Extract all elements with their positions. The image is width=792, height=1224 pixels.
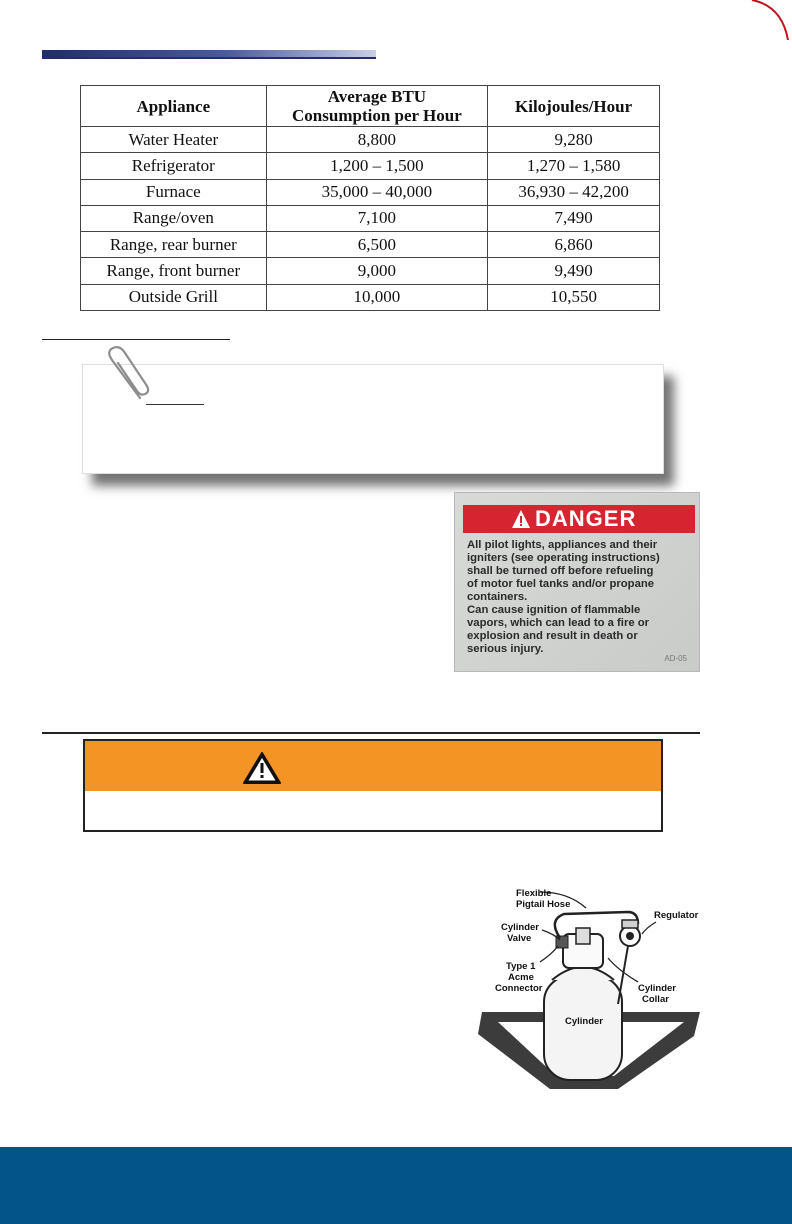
note-callout-box xyxy=(82,364,664,474)
cell-btu: 10,000 xyxy=(266,284,488,310)
danger-line: shall be turned off before refueling xyxy=(467,565,654,577)
header-appliance: Appliance xyxy=(81,86,267,127)
label-regulator: Regulator xyxy=(654,910,699,921)
section-rule xyxy=(42,339,230,340)
cell-appliance: Range, rear burner xyxy=(81,232,267,258)
cell-appliance: Furnace xyxy=(81,179,267,205)
danger-line: of motor fuel tanks and/or propane xyxy=(467,578,655,590)
cell-kj: 36,930 – 42,200 xyxy=(488,179,660,205)
label-valve: Valve xyxy=(507,933,532,944)
section-rule xyxy=(42,732,700,734)
danger-message xyxy=(467,539,697,656)
cell-kj: 9,490 xyxy=(488,258,660,284)
danger-line: explosion and result in death or xyxy=(467,630,638,642)
cell-btu: 8,800 xyxy=(266,127,488,153)
label-pigtail-hose: Pigtail Hose xyxy=(516,899,571,910)
label-connector: Connector xyxy=(495,983,543,994)
danger-line: All pilot lights, appliances and their xyxy=(467,539,658,551)
table-row xyxy=(81,153,660,179)
cell-appliance: Range/oven xyxy=(81,205,267,231)
cell-kj: 9,280 xyxy=(488,127,660,153)
table-row xyxy=(81,205,660,231)
propane-cylinder-diagram xyxy=(468,884,704,1090)
danger-line: containers. xyxy=(467,591,528,603)
cell-kj: 7,490 xyxy=(488,205,660,231)
cell-kj: 6,860 xyxy=(488,232,660,258)
danger-decal xyxy=(454,492,700,672)
table-row xyxy=(81,127,660,153)
warning-callout xyxy=(83,739,663,832)
paperclip-icon xyxy=(100,346,150,406)
danger-line: Can cause ignition of flammable xyxy=(467,604,641,616)
cell-appliance: Refrigerator xyxy=(81,153,267,179)
warning-heading-bar xyxy=(85,741,661,791)
label-cylinder-collar-1: Cylinder xyxy=(638,983,677,994)
danger-heading-bar xyxy=(463,505,695,533)
cell-kj: 10,550 xyxy=(488,284,660,310)
decal-code: AD-05 xyxy=(664,654,687,663)
cell-btu: 7,100 xyxy=(266,205,488,231)
table-row xyxy=(81,258,660,284)
table-row xyxy=(81,232,660,258)
cell-appliance: Outside Grill xyxy=(81,284,267,310)
label-type1: Type 1 xyxy=(506,961,536,972)
warning-triangle-icon xyxy=(243,752,281,784)
cell-btu: 6,500 xyxy=(266,232,488,258)
danger-heading: DANGER xyxy=(535,506,637,531)
btu-consumption-table xyxy=(80,85,660,311)
label-cylinder-body: Cylinder xyxy=(565,1016,604,1027)
danger-line: igniters (see operating instructions) xyxy=(467,552,660,564)
header-btu-line2: Consumption per Hour xyxy=(292,106,462,125)
cell-btu: 35,000 – 40,000 xyxy=(266,179,488,205)
label-flexible: Flexible xyxy=(516,888,552,899)
cell-appliance: Water Heater xyxy=(81,127,267,153)
header-kj: Kilojoules/Hour xyxy=(488,86,660,127)
cell-btu: 1,200 – 1,500 xyxy=(266,153,488,179)
footer-bar xyxy=(0,1147,792,1224)
header-rule xyxy=(42,57,376,58)
warning-triangle-icon xyxy=(511,509,531,529)
cell-appliance: Range, front burner xyxy=(81,258,267,284)
table-row xyxy=(81,179,660,205)
table-header-row xyxy=(81,86,660,127)
cell-btu: 9,000 xyxy=(266,258,488,284)
header-btu xyxy=(266,86,488,127)
label-acme: Acme xyxy=(508,972,534,983)
note-heading-underline xyxy=(146,404,204,405)
danger-line: vapors, which can lead to a fire or xyxy=(467,617,650,629)
label-cylinder: Cylinder xyxy=(501,922,540,933)
danger-line: serious injury. xyxy=(467,643,544,655)
table-row xyxy=(81,284,660,310)
header-btu-line1: Average BTU xyxy=(327,87,427,106)
page-corner-arc xyxy=(0,0,792,40)
label-collar: Collar xyxy=(642,994,669,1005)
cell-kj: 1,270 – 1,580 xyxy=(488,153,660,179)
